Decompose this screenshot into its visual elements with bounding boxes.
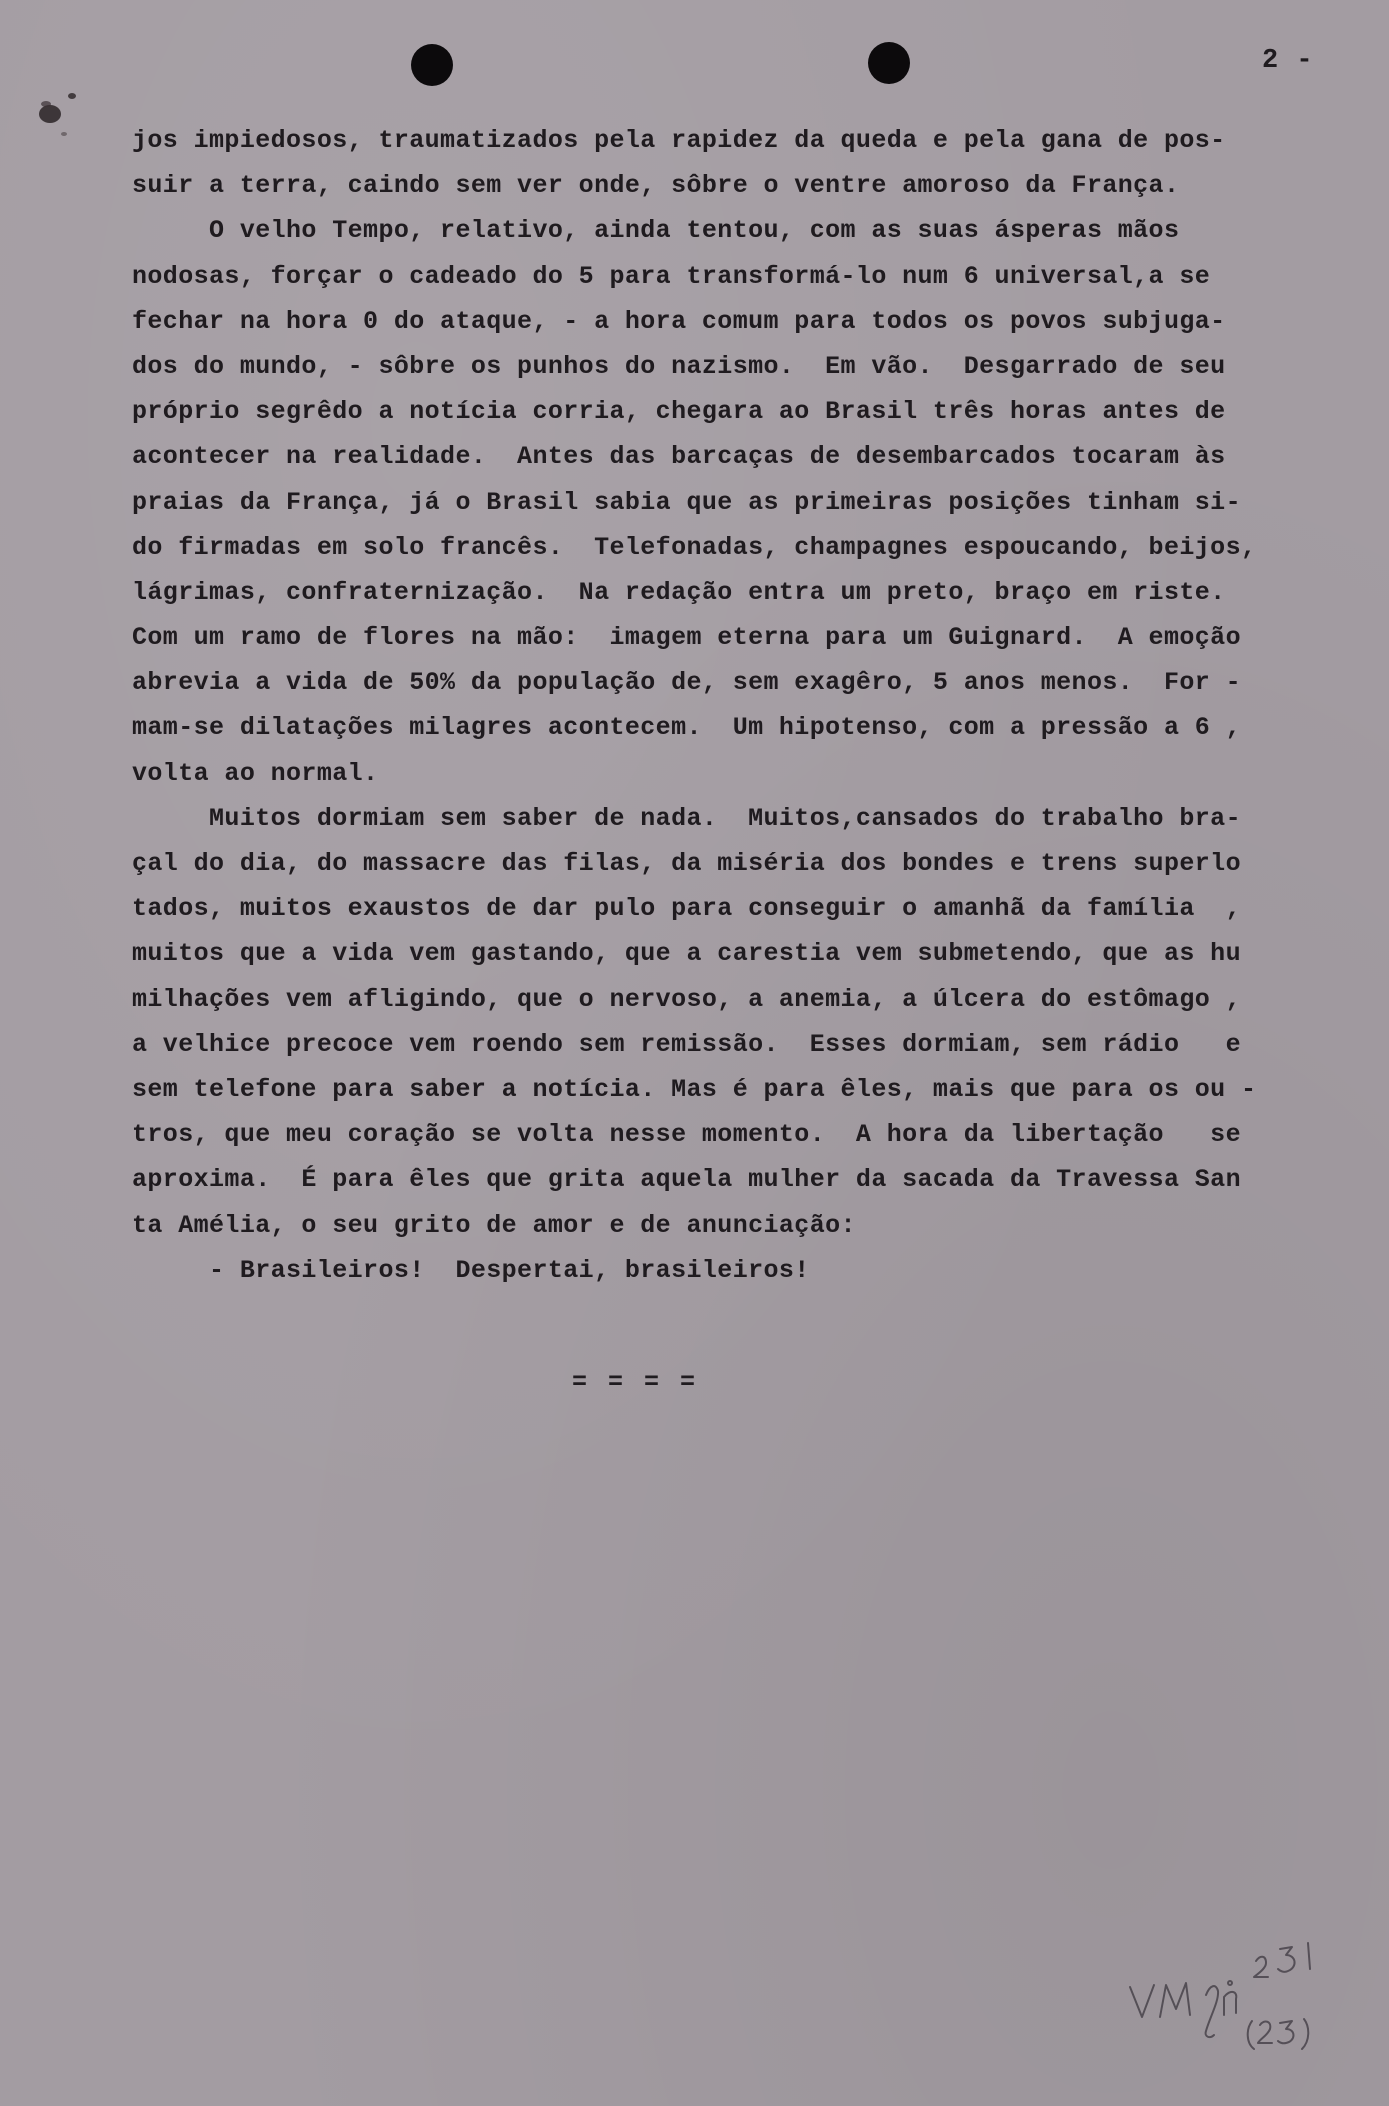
- text-line: sem telefone para saber a notícia. Mas é para êles, mais que para os ou -: [132, 1074, 1257, 1104]
- text-line: acontecer na realidade. Antes das barcaças de desembarcados tocaram às: [132, 442, 1226, 472]
- text-line: ta Amélia, o seu grito de amor e de anunciação:: [132, 1210, 856, 1240]
- text-line: mam-se dilatações milagres acontecem. Um hipotenso, com a pressão a 6 ,: [132, 713, 1241, 743]
- text-line: muitos que a vida vem gastando, que a carestia vem submetendo, que as hu: [132, 939, 1241, 969]
- text-line: aproxima. É para êles que grita aquela mulher da sacada da Travessa San: [132, 1165, 1241, 1195]
- ink-stain-mark: [28, 88, 88, 138]
- text-line: - Brasileiros! Despertai, brasileiros!: [132, 1255, 810, 1285]
- text-line: suir a terra, caindo sem ver onde, sôbre o ventre amoroso da França.: [132, 171, 1180, 201]
- text-line: Muitos dormiam sem saber de nada. Muitos,cansados do trabalho bra-: [132, 803, 1241, 833]
- text-line: O velho Tempo, relativo, ainda tentou, com as suas ásperas mãos: [132, 216, 1180, 246]
- text-line: dos do mundo, - sôbre os punhos do nazismo. Em vão. Desgarrado de seu: [132, 351, 1226, 381]
- paragraph-velho-tempo: [132, 208, 1342, 795]
- text-line: çal do dia, do massacre das filas, da miséria dos bondes e trens superlo: [132, 849, 1241, 878]
- paragraph-muitos-dormiam: [132, 796, 1342, 1248]
- paragraph-continuation: [132, 118, 1342, 208]
- text-line: tados, muitos exaustos de dar pulo para conseguir o amanhã da família ,: [132, 894, 1241, 924]
- text-line: abrevia a vida de 50% da população de, sem exagêro, 5 anos menos. For -: [132, 668, 1241, 698]
- page-number: 2 -: [1262, 46, 1314, 76]
- punch-hole-left: [411, 44, 453, 86]
- text-line: milhações vem afligindo, que o nervoso, a anemia, a úlcera do estômago ,: [132, 984, 1241, 1014]
- text-line: tros, que meu coração se volta nesse momento. A hora da libertação se: [132, 1120, 1241, 1150]
- paragraph-exclamation: [132, 1248, 1342, 1293]
- text-line: fechar na hora 0 do ataque, - a hora comum para todos os povos subjuga-: [132, 306, 1226, 336]
- text-line: lágrimas, confraternização. Na redação entra um preto, braço em riste.: [132, 577, 1226, 607]
- text-line: a velhice precoce vem roendo sem remissão. Esses dormiam, sem rádio e: [132, 1029, 1241, 1059]
- text-line: praias da França, já o Brasil sabia que as primeiras posições tinham si-: [132, 487, 1241, 517]
- punch-hole-right: [868, 42, 910, 84]
- text-line: próprio segrêdo a notícia corria, chegara ao Brasil três horas antes de: [132, 397, 1226, 427]
- handwritten-archive-note: [1120, 1925, 1350, 2055]
- text-line: jos impiedosos, traumatizados pela rapidez da queda e pela gana de pos-: [132, 126, 1226, 155]
- text-line: do firmadas em solo francês. Telefonadas, champagnes espoucando, beijos,: [132, 532, 1257, 562]
- text-line: nodosas, forçar o cadeado do 5 para transformá-lo num 6 universal,a se: [132, 261, 1211, 291]
- section-separator: = = = =: [572, 1368, 699, 1397]
- text-line: volta ao normal.: [132, 758, 379, 788]
- text-line: Com um ramo de flores na mão: imagem eterna para um Guignard. A emoção: [132, 623, 1241, 653]
- typewritten-body: [132, 118, 1342, 1293]
